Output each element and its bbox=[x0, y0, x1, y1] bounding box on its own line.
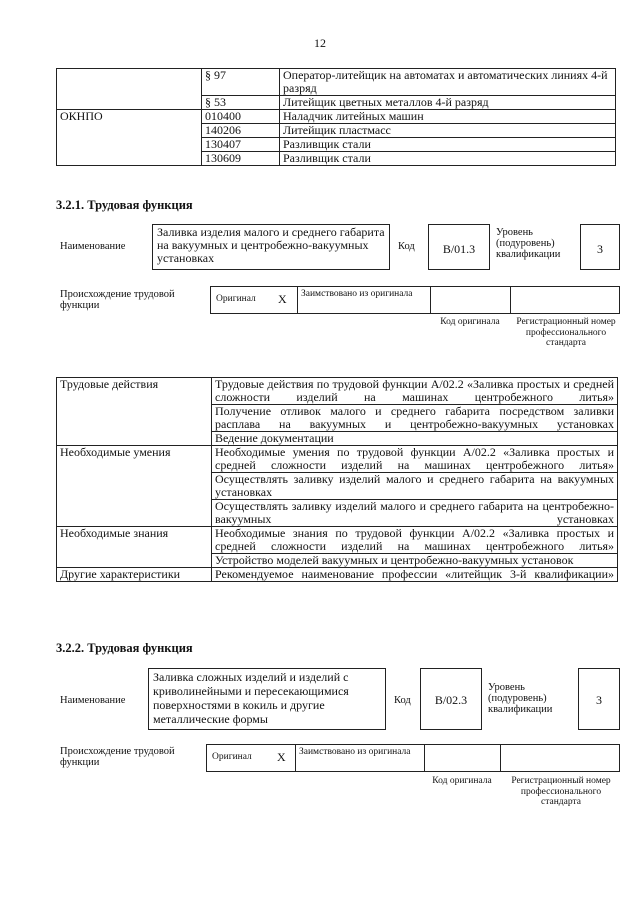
table-cell: Разливщик стали bbox=[280, 152, 616, 166]
function2-original-mark: X bbox=[277, 750, 286, 764]
function2-original-label: Оригинал bbox=[212, 752, 252, 762]
function2-code-original-caption: Код оригинала bbox=[432, 776, 492, 786]
table-cell: Разливщик стали bbox=[280, 138, 616, 152]
function2-code-label: Код bbox=[394, 695, 411, 706]
table-cell bbox=[57, 69, 202, 110]
function2-title: 3.2.2. Трудовая функция bbox=[56, 641, 193, 655]
divider bbox=[297, 286, 298, 314]
table-row bbox=[57, 110, 616, 124]
function2-borrowed-label: Заимствовано из оригинала bbox=[299, 747, 411, 757]
table-cell: Наладчик литейных машин bbox=[280, 110, 616, 124]
function1-level-value: 3 bbox=[580, 224, 620, 270]
function1-reg-number-caption: Регистрационный номер профессионального стандарта bbox=[516, 317, 616, 348]
detail-item: Необходимые умения по трудовой функции А/02.2 «Заливка простых и средней сложности изделий на машинах центробежного литья» bbox=[212, 446, 618, 473]
detail-item: Получение отливок малого и среднего габарита посредством заливки расплава на вакуумных и центробежно-вакуумных установках bbox=[212, 405, 618, 432]
table-cell: § 53 bbox=[202, 96, 280, 110]
table-cell: Оператор-литейщик на автоматах и автоматических линиях 4-й разряд bbox=[280, 69, 616, 96]
table-row bbox=[57, 568, 618, 582]
table-cell: ОКНПО bbox=[57, 110, 202, 166]
detail-label: Необходимые знания bbox=[57, 527, 212, 568]
table-cell: 010400 bbox=[202, 110, 280, 124]
divider bbox=[430, 286, 431, 314]
details-table bbox=[56, 377, 618, 582]
detail-label: Необходимые умения bbox=[57, 446, 212, 527]
function1-original-label: Оригинал bbox=[216, 294, 256, 304]
detail-item: Осуществлять заливку изделий малого и среднего габарита на центробежно-вакуумных установках bbox=[212, 500, 618, 527]
detail-item: Ведение документации bbox=[212, 432, 618, 446]
detail-item: Необходимые знания по трудовой функции А/02.2 «Заливка простых и средней сложности изделий на машинах центробежного литья» bbox=[212, 527, 618, 554]
table-row bbox=[57, 69, 616, 96]
top-table bbox=[56, 68, 616, 166]
detail-item: Рекомендуемое наименование профессии «литейщик 3-й квалификации» bbox=[212, 568, 618, 582]
table-cell: Литейщик цветных металлов 4-й разряд bbox=[280, 96, 616, 110]
table-row bbox=[57, 378, 618, 405]
divider bbox=[424, 744, 425, 772]
detail-item: Устройство моделей вакуумных и центробежно-вакуумных установок bbox=[212, 554, 618, 568]
function1-code-value: В/01.3 bbox=[428, 224, 490, 270]
function2-origin-label: Происхождение трудовой функции bbox=[60, 746, 175, 768]
divider bbox=[295, 744, 296, 772]
function1-original-mark: X bbox=[278, 292, 287, 306]
page-number: 12 bbox=[314, 36, 326, 50]
detail-label: Другие характеристики bbox=[57, 568, 212, 582]
divider bbox=[510, 286, 511, 314]
function2-name-value: Заливка сложных изделий и изделий с криволинейными и пересекающимися поверхностями в кокиль и другие металлические формы bbox=[148, 668, 386, 730]
function1-title: 3.2.1. Трудовая функция bbox=[56, 198, 193, 212]
table-cell: 130407 bbox=[202, 138, 280, 152]
function1-code-original-caption: Код оригинала bbox=[440, 317, 500, 327]
function1-level-label: Уровень (подуровень) квалификации bbox=[496, 227, 561, 260]
table-row bbox=[57, 446, 618, 473]
table-row bbox=[57, 527, 618, 554]
function2-level-label: Уровень (подуровень) квалификации bbox=[488, 682, 553, 715]
function1-origin-label: Происхождение трудовой функции bbox=[60, 289, 175, 311]
function2-code-value: В/02.3 bbox=[420, 668, 482, 730]
function2-name-label: Наименование bbox=[60, 695, 126, 706]
function1-name-label: Наименование bbox=[60, 241, 126, 252]
table-cell: 130609 bbox=[202, 152, 280, 166]
function2-reg-number-caption: Регистрационный номер профессионального стандарта bbox=[511, 776, 611, 807]
function1-code-label: Код bbox=[398, 241, 415, 252]
table-cell: § 97 bbox=[202, 69, 280, 96]
function1-borrowed-label: Заимствовано из оригинала bbox=[301, 289, 413, 299]
detail-item: Трудовые действия по трудовой функции А/02.2 «Заливка простых и средней сложности изделий на машинах центробежного литья» bbox=[212, 378, 618, 405]
detail-label: Трудовые действия bbox=[57, 378, 212, 446]
table-cell: 140206 bbox=[202, 124, 280, 138]
divider bbox=[500, 744, 501, 772]
function1-name-value: Заливка изделия малого и среднего габарита на вакуумных и центробежно-вакуумных установках bbox=[152, 224, 390, 270]
detail-item: Осуществлять заливку изделий малого и среднего габарита на вакуумных установках bbox=[212, 473, 618, 500]
table-cell: Литейщик пластмасс bbox=[280, 124, 616, 138]
function2-level-value: 3 bbox=[578, 668, 620, 730]
